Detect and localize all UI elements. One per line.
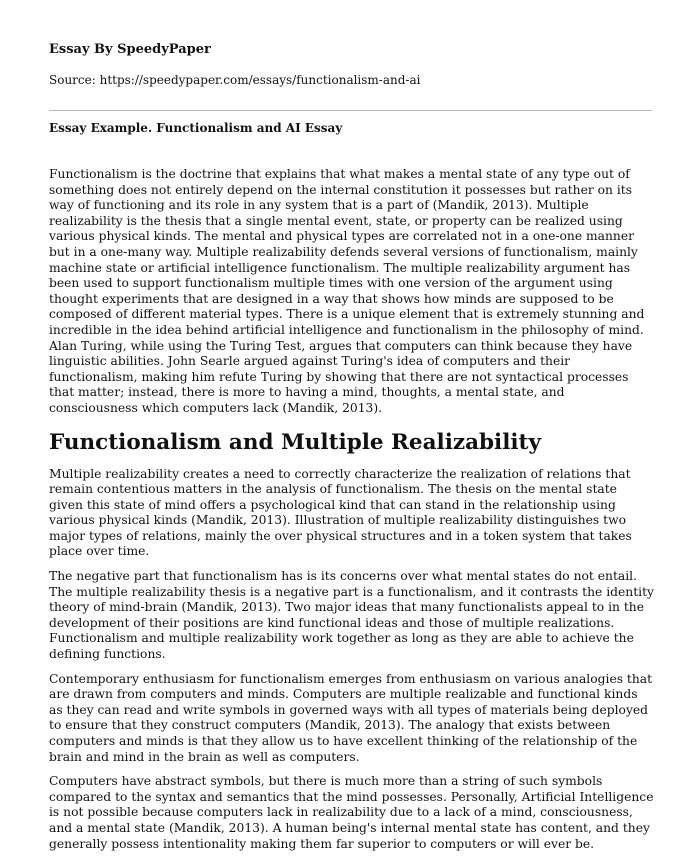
header-divider [49, 110, 652, 111]
section-heading: Functionalism and Multiple Realizability [49, 429, 541, 455]
body-paragraph: Computers have abstract symbols, but there is much more than a string of such symbols compared to the syntax and semantics that the mind possesses. Personally, Artificial Intelligence is not possible because computers lack in realizability due to a lack of a mind, consciousness, and a mental state (Mandik, 2013). A human being's internal mental state has content, and they generally possess intentionality making them far superior to computers or will ever be. [49, 774, 654, 851]
brand-title: Essay By SpeedyPaper [49, 42, 211, 57]
body-paragraph: The negative part that functionalism has is its concerns over what mental states do not entail. The multiple realizability thesis is a negative part is a functionalism, and it contrasts the identity theory of mind-brain (Mandik, 2013). Two major ideas that many functionalists appeal to in the development of their positions are kind functional ideas and those of multiple realizations. Functionalism and multiple realizability work together as long as they are able to achieve the defining functions. [49, 569, 654, 662]
body-paragraph: Multiple realizability creates a need to correctly characterize the realization of relations that remain contentious matters in the analysis of functionalism. The thesis on the mental state given this state of mind offers a psychological kind that can stand in the relationship using various physical kinds (Mandik, 2013). Illustration of multiple realizability distinguishes two major types of relations, mainly the over physical structures and in a token system that takes place over time. [49, 466, 632, 559]
intro-paragraph: Functionalism is the doctrine that explains that what makes a mental state of any type out of something does not entirely depend on the internal constitution it possesses but rather on its way of functioning and its role in any system that is a part of (Mandik, 2013). Multiple realizability is the thesis that a single mental event, state, or property can be realized using various physical kinds. The mental and physical types are correlated not in a one-one manner but in a one-many way. Multiple realizability defends several versions of functionalism, mainly machine state or artificial intelligence functionalism. The multiple realizability argument has been used to support functionalism multiple times with one version of the argument using thought experiments that are designed in a way that shows how minds are supposed to be composed of different material types. There is a unique element that is extremely stunning and incredible in the idea behind artificial intelligence and functionalism in the philosophy of mind. Alan Turing, while using the Turing Test, argues that computers can think because they have linguistic abilities. John Searle argued against Turing's idea of computers and their functionalism, making him refute Turing by showing that there are not syntactical processes that matter; instead, there is more to having a mind, thoughts, a mental state, and consciousness which computers lack (Mandik, 2013). [49, 167, 645, 415]
essay-title: Essay Example. Functionalism and AI Essay [49, 121, 343, 135]
body-paragraph: Contemporary enthusiasm for functionalism emerges from enthusiasm on various analogies that are drawn from computers and minds. Computers are multiple realizable and functional kinds as they can read and write symbols in governed ways with all types of materials being deployed to ensure that they construct computers (Mandik, 2013). The analogy that exists between computers and minds is that they allow us to have excellent thinking of the relationship of the brain and mind in the brain as well as computers. [49, 671, 653, 764]
essay-body [49, 167, 654, 861]
source-line: Source: https://speedypaper.com/essays/functionalism-and-ai [49, 73, 421, 87]
